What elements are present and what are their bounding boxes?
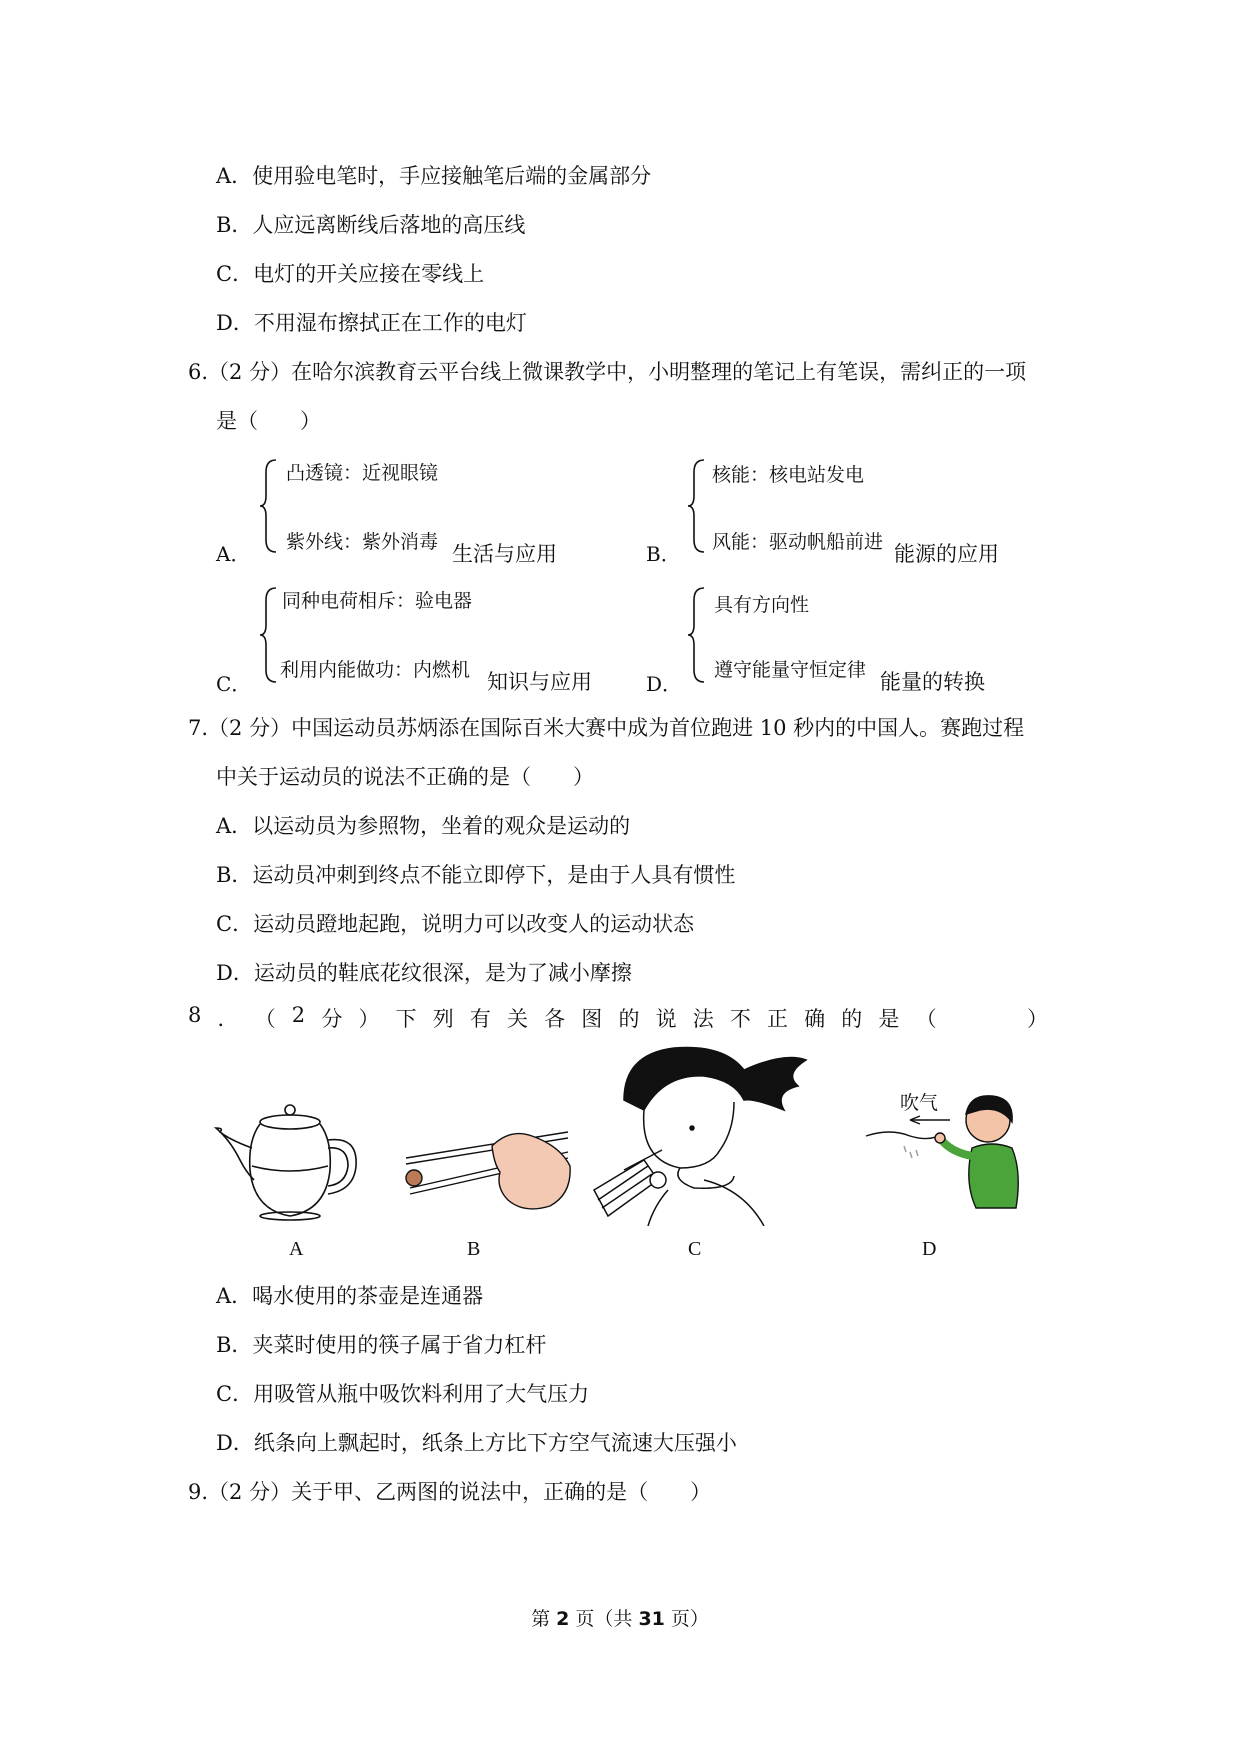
teapot-illustration [210,1100,360,1225]
q6-option-b-letter: B． [646,542,681,566]
q6-option-d-letter: D． [646,672,683,696]
q6-a-top: 凸透镜：近视眼镜 [286,462,439,484]
q5-option-c: C．电灯的开关应接在零线上 [216,262,485,286]
q8-option-d: D．纸条向上飘起时，纸条上方比下方空气流速大压强小 [216,1431,737,1455]
figure-label-d: D [922,1238,937,1260]
brace-icon [258,458,280,554]
total-pages: 31 [638,1608,665,1630]
brace-icon [686,586,708,684]
page-footer: 第 2 页（共 31 页） [531,1608,709,1630]
chopsticks-illustration [400,1118,576,1214]
q7-option-c: C．运动员蹬地起跑，说明力可以改变人的运动状态 [216,912,695,936]
q8-stem: 8 ． （ 2 分 ） 下 列 有 关 各 图 的 说 法 不 正 确 的 是 （ ） [188,1003,1048,1031]
q7-option-a: A．以运动员为参照物，坐着的观众是运动的 [216,814,631,838]
q7-stem-line2: 中关于运动员的说法不正确的是（ ） [216,765,594,789]
q6-c-caption: 知识与应用 [487,670,592,694]
q7-option-d: D．运动员的鞋底花纹很深，是为了减小摩擦 [216,961,632,985]
boy-blowing-illustration [860,1092,1030,1218]
q6-d-bottom: 遵守能量守恒定律 [714,659,867,681]
q6-option-c-letter: C． [216,672,252,696]
q6-d-caption: 能量的转换 [880,670,985,694]
q7-stem-line1: 7.（2 分）中国运动员苏炳添在国际百米大赛中成为首位跑进 10 秒内的中国人。赛跑过程 [188,716,1025,740]
q6-c-top: 同种电荷相斥：验电器 [282,590,473,612]
q6-stem-line1: 6.（2 分）在哈尔滨教育云平台线上微课教学中，小明整理的笔记上有笔误，需纠正的一项 [188,360,1027,384]
q8-option-b: B．夹菜时使用的筷子属于省力杠杆 [216,1333,547,1357]
figure-label-c: C [688,1238,702,1260]
q6-c-bottom: 利用内能做功：内燃机 [280,659,471,681]
figure-label-a: A [289,1238,304,1260]
blow-label: 吹气 [900,1092,939,1114]
q6-a-caption: 生活与应用 [452,542,557,566]
q5-option-b: B．人应远离断线后落地的高压线 [216,213,526,237]
q8-option-c: C．用吸管从瓶中吸饮料利用了大气压力 [216,1382,590,1406]
q6-option-a-letter: A． [216,542,251,566]
q6-stem-line2: 是（ ） [216,409,321,433]
q8-option-a: A．喝水使用的茶壶是连通器 [216,1284,484,1308]
brace-icon [258,586,280,684]
q5-option-a: A．使用验电笔时，手应接触笔后端的金属部分 [216,164,652,188]
girl-drinking-illustration [584,1040,810,1226]
figure-label-b: B [467,1238,481,1260]
page-number: 2 [556,1608,570,1630]
brace-icon [686,458,708,554]
q6-a-bottom: 紫外线：紫外消毒 [286,531,439,553]
q6-d-top: 具有方向性 [714,594,810,616]
q6-b-caption: 能源的应用 [894,542,999,566]
q6-b-top: 核能：核电站发电 [712,464,865,486]
q7-option-b: B．运动员冲刺到终点不能立即停下，是由于人具有惯性 [216,863,736,887]
q5-option-d: D．不用湿布擦拭正在工作的电灯 [216,311,527,335]
q6-b-bottom: 风能：驱动帆船前进 [712,531,884,553]
q9-stem: 9.（2 分）关于甲、乙两图的说法中，正确的是（ ） [188,1480,712,1504]
